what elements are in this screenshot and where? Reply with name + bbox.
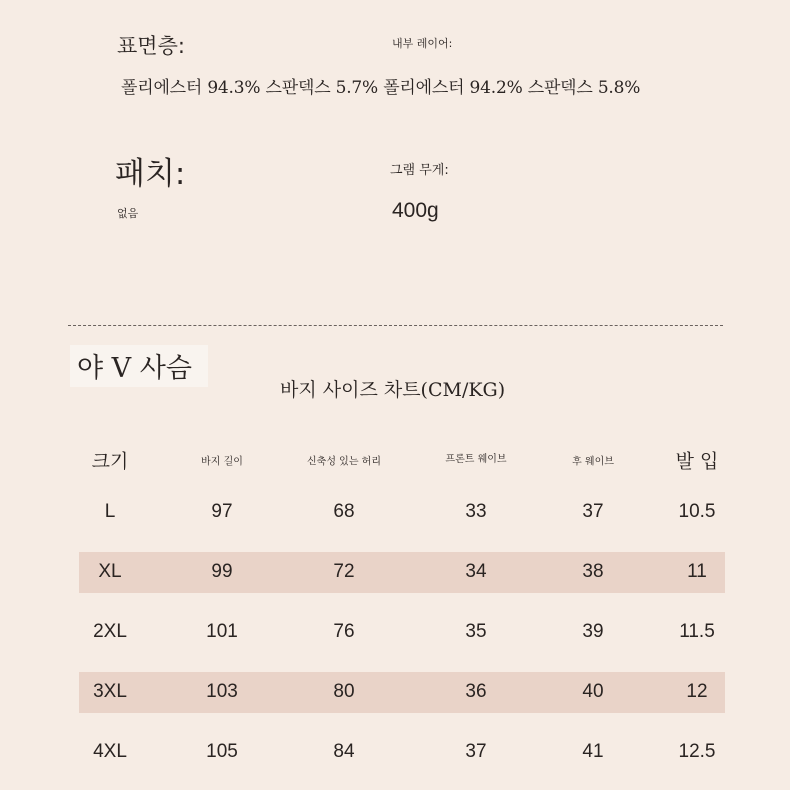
section-divider — [68, 325, 723, 326]
table-cell: 68 — [333, 501, 355, 522]
table-cell: 99 — [211, 561, 233, 582]
size-label: L — [104, 501, 116, 522]
size-label: XL — [98, 561, 122, 582]
table-cell: 11.5 — [679, 621, 715, 642]
size-label: 2XL — [93, 621, 127, 642]
table-cell: 35 — [465, 621, 487, 642]
size-table-header: 크기 — [91, 450, 129, 473]
size-label: 4XL — [93, 741, 127, 762]
size-table-header: 프론트 웨이브 — [445, 453, 507, 465]
table-cell: 84 — [333, 741, 355, 762]
table-cell: 34 — [465, 561, 487, 582]
size-table-header: 바지 길이 — [201, 456, 243, 468]
size-chart-title: 바지 사이즈 차트(CM/KG) — [280, 379, 506, 401]
weight-label: 그램 무게: — [390, 163, 449, 178]
table-row-highlight — [79, 552, 725, 593]
table-cell: 10.5 — [678, 501, 716, 522]
weight-value: 400g — [392, 199, 439, 222]
fabric-composition: 폴리에스터 94.3% 스판덱스 5.7% 폴리에스터 94.2% 스판덱스 5.8% — [121, 78, 641, 98]
size-table-header: 신축성 있는 허리 — [307, 456, 381, 468]
table-cell: 80 — [333, 681, 355, 702]
table-cell: 103 — [206, 681, 238, 702]
table-cell: 41 — [582, 741, 604, 762]
table-cell: 33 — [465, 501, 487, 522]
table-cell: 36 — [465, 681, 487, 702]
patch-value: 없음 — [117, 207, 139, 220]
patch-label: 패치: — [115, 156, 186, 192]
table-cell: 101 — [206, 621, 238, 642]
table-cell: 40 — [582, 681, 604, 702]
surface-layer-label: 표면층: — [117, 34, 185, 58]
table-cell: 12.5 — [678, 741, 716, 762]
size-label: 3XL — [93, 681, 127, 702]
table-cell: 39 — [582, 621, 604, 642]
size-table-header: 발 입 — [675, 450, 719, 473]
table-cell: 105 — [206, 741, 238, 762]
table-cell: 37 — [582, 501, 604, 522]
table-cell: 76 — [333, 621, 355, 642]
table-cell: 37 — [465, 741, 487, 762]
style-name: 야 V 사슴 — [77, 353, 192, 384]
table-cell: 72 — [333, 561, 355, 582]
table-cell: 11 — [687, 561, 707, 582]
size-table-header: 후 웨이브 — [572, 456, 614, 468]
inner-layer-label: 내부 레이어: — [392, 37, 453, 50]
table-row-highlight — [79, 672, 725, 713]
table-cell: 97 — [211, 501, 233, 522]
table-cell: 38 — [582, 561, 604, 582]
table-cell: 12 — [686, 681, 708, 702]
